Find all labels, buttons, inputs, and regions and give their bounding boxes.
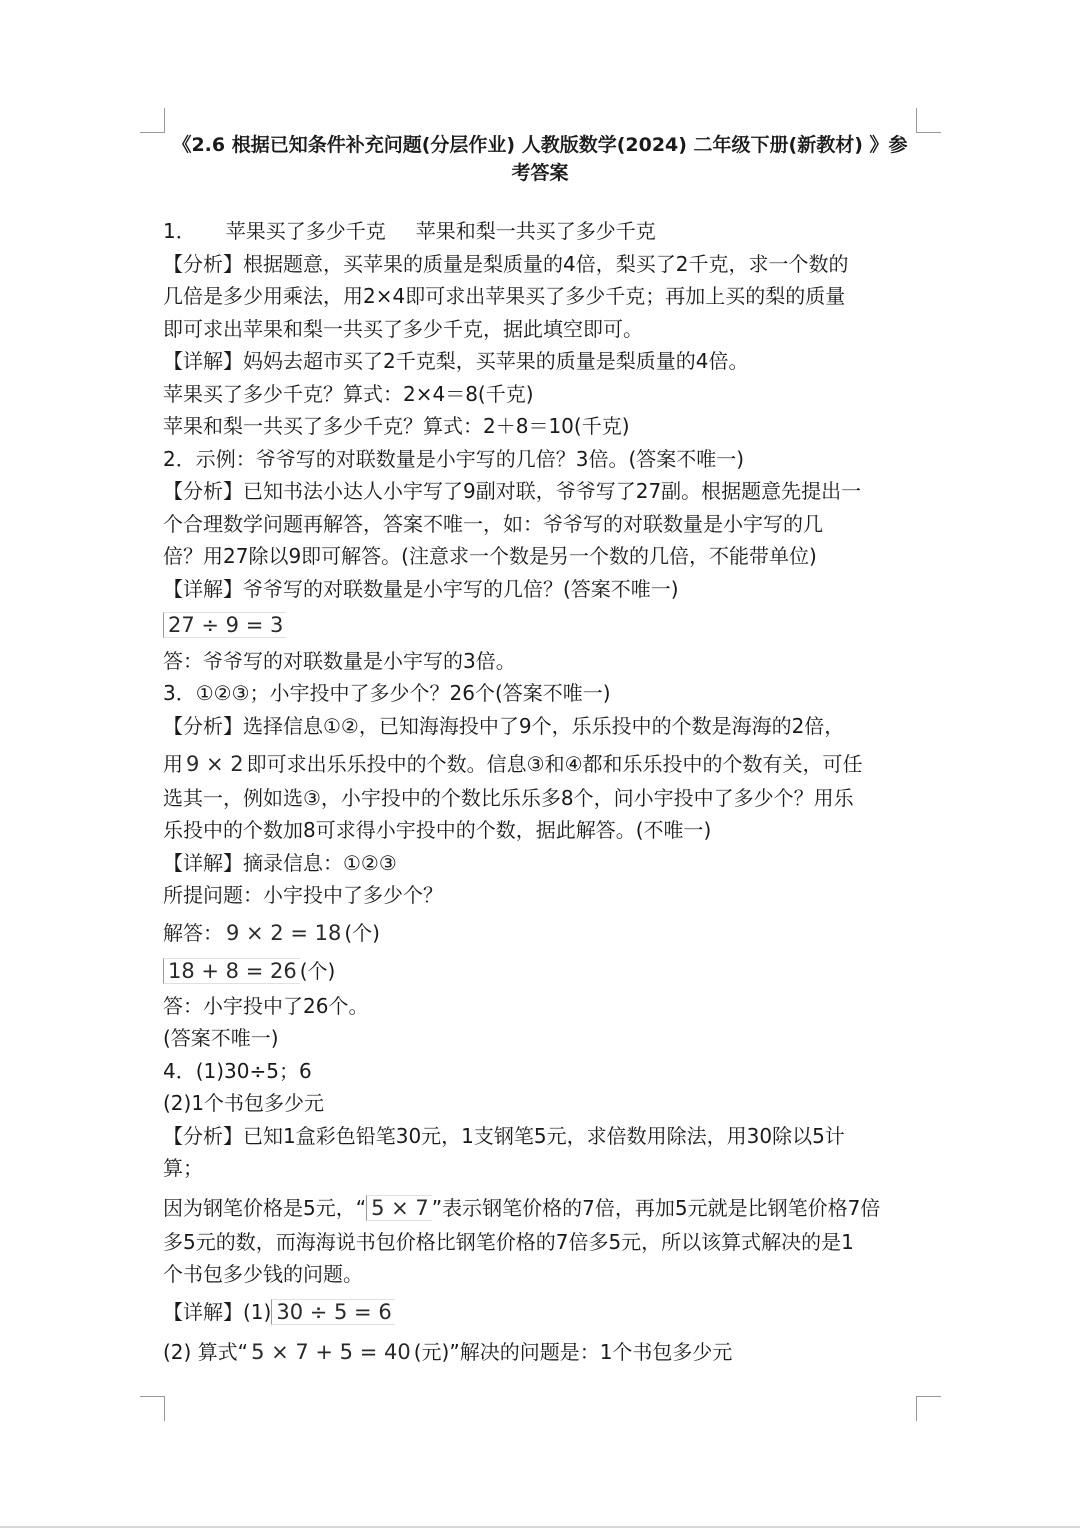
q3-solve-label: 解答： [163,921,223,945]
q1-detail-line-1: 【详解】妈妈去超市买了2千克梨，买苹果的质量是梨质量的4倍。 [163,349,749,373]
q4-para-post: ”表示钢笔价格的7倍，再加5元就是比钢笔价格7倍 [431,1196,881,1220]
q4-sub-2: (2)1个书包多少元 [163,1091,325,1115]
q1-analysis-line-3: 即可求出苹果和梨一共买了多少千克，据此填空即可。 [163,317,643,341]
q3-formula-2-line [163,956,335,986]
q4-detail-line-1 [163,1297,395,1327]
document-title [160,131,920,187]
q2-formula: 27 ÷ 9 = 3 [163,612,286,638]
q3-analysis-2-post: 即可求出乐乐投中的个数。信息③和④都和乐乐投中的个数有关，可任 [246,752,863,776]
q3-solve-line [163,918,380,948]
q3-analysis-formula: 9 × 2 [186,752,244,776]
q3-answer: 答：小宇投中了26个。 [163,994,369,1018]
q3-note: (答案不唯一) [163,1026,279,1050]
q3-analysis-line-3: 选其一，例如选③，小宇投中的个数比乐乐多8个，问小宇投中了多少个？用乐 [163,786,854,810]
q4-analysis-line-2: 算； [163,1156,203,1180]
q1-analysis-line-2: 几倍是多少用乘法，用2×4即可求出苹果买了多少千克；再加上买的梨的质量 [163,284,846,308]
q3-analysis-line-2 [163,749,863,779]
q2-head: 2．示例：爷爷写的对联数量是小宇写的几倍？3倍。(答案不唯一) [163,447,745,471]
q3-unit-1: (个) [344,921,380,945]
q2-analysis-line-2: 个合理数学问题再解答，答案不唯一，如：爷爷写的对联数量是小宇写的几 [163,512,823,536]
q3-head: 3．①②③；小宇投中了多少个？26个(答案不唯一) [163,681,611,705]
corner-mark-bottom-left [140,1396,165,1421]
q4-para-line-1 [163,1193,880,1223]
q1-answer-1: 苹果买了多少千克 [225,219,386,243]
q4-para-line-3: 个书包多少钱的问题。 [163,1262,363,1286]
q4-d2-unit: (元) [413,1340,450,1364]
q2-answer: 答：爷爷写的对联数量是小宇写的3倍。 [163,649,516,673]
corner-mark-bottom-right [916,1396,941,1421]
q3-detail: 【详解】摘录信息：①②③ [163,851,397,875]
q3-question: 所提问题：小宇投中了多少个？ [163,883,443,907]
q4-d2-post: ”解决的问题是：1个书包多少元 [449,1340,733,1364]
q4-detail-line-2 [163,1337,732,1367]
q3-formula-2: 18 + 8 = 26 [163,958,300,984]
q3-analysis-line-1: 【分析】选择信息①②，已知海海投中了9个，乐乐投中的个数是海海的2倍， [163,714,845,738]
q1-answer-line [163,216,656,246]
q3-unit-2: (个) [299,959,336,983]
q3-formula-1: 9 × 2 = 18 [226,921,342,945]
q4-para-pre: 因为钢笔价格是5元，“ [163,1196,367,1220]
q3-analysis-2-pre: 用 [163,752,183,776]
q1-detail-line-2: 苹果买了多少千克？算式：2×4＝8(千克) [163,382,534,406]
q4-para-line-2: 多5元的数，而海海说书包价格比钢笔价格的7倍多5元，所以该算式解决的是1 [163,1230,854,1254]
q1-detail-line-3: 苹果和梨一共买了多少千克？算式：2＋8＝10(千克) [163,414,630,438]
q4-detail-label: 【详解】(1) [163,1300,272,1324]
corner-mark-top-right [916,108,941,133]
q1-answer-2: 苹果和梨一共买了多少千克 [415,219,656,243]
q4-head: 4．(1)30÷5；6 [163,1059,312,1083]
q4-para-formula: 5 × 7 [366,1195,432,1221]
q1-number: 1． [163,219,196,243]
q4-detail-formula: 30 ÷ 5 = 6 [271,1299,394,1325]
q4-analysis-line-1: 【分析】已知1盒彩色铅笔30元，1支钢笔5元，求倍数用除法，用30除以5计 [163,1124,845,1148]
q4-d2-formula: 5 × 7 + 5 = 40 [251,1340,411,1364]
title-line-2: 考答案 [511,162,569,184]
q2-analysis-line-3: 倍？用27除以9即可解答。(注意求一个数是另一个数的几倍，不能带单位) [163,544,817,568]
title-line-1: 《2.6 根据已知条件补充问题(分层作业) 人教版数学(2024) 二年级下册(新教材) 》参 [172,134,908,156]
q2-analysis-line-1: 【分析】已知书法小达人小宇写了9副对联，爷爷写了27副。根据题意先提出一 [163,479,862,503]
q2-formula-line [163,610,286,640]
q3-analysis-line-4: 乐投中的个数加8可求得小宇投中的个数，据此解答。(不唯一) [163,818,712,842]
corner-mark-top-left [140,108,165,133]
page-bottom-edge [0,1526,1080,1528]
q4-d2-pre: (2) 算式“ [163,1340,249,1364]
q1-analysis-line-1: 【分析】根据题意，买苹果的质量是梨质量的4倍，梨买了2千克，求一个数的 [163,252,849,276]
q2-detail: 【详解】爷爷写的对联数量是小宇写的几倍？(答案不唯一) [163,577,679,601]
